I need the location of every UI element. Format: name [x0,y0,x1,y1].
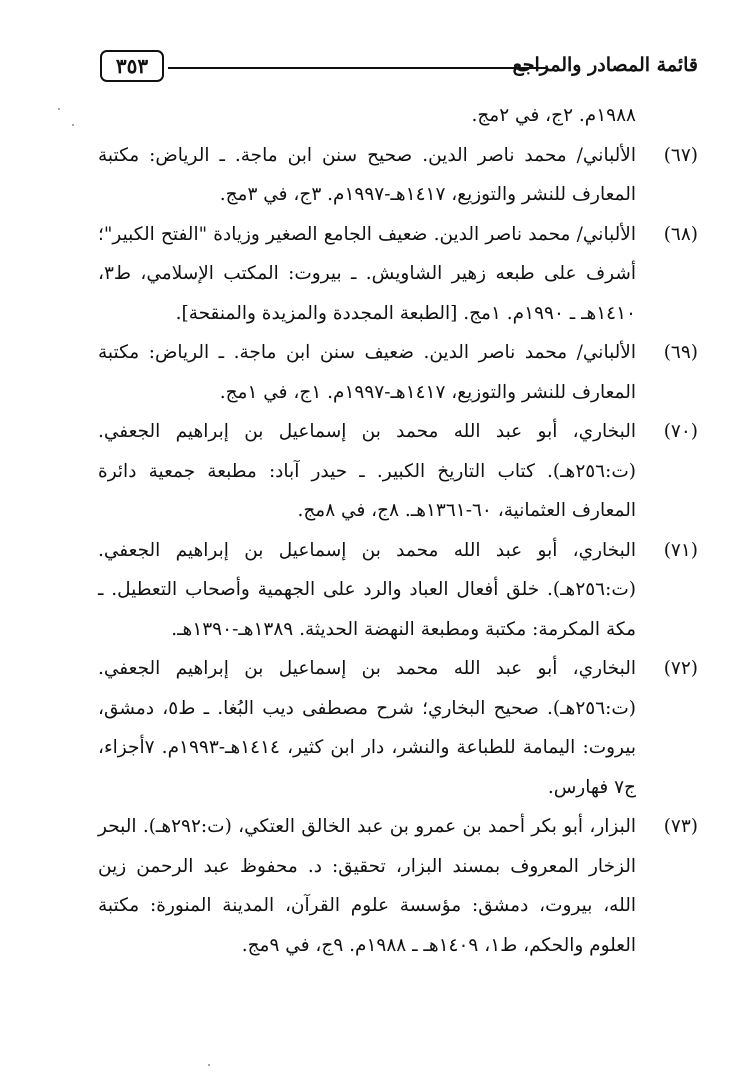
entry-number: (٦٧) [663,144,698,166]
entry-number: (٧١) [663,539,698,561]
scan-speck [72,124,74,126]
entry-text: الألباني/ محمد ناصر الدين. صحيح سنن ابن ماجة. ـ الرياض: مكتبة المعارف للنشر والتوزيع، ١٤١٧هـ-١٩٩٧م. ٣ج، في ٣مج. [98,144,636,205]
scan-speck [208,1064,210,1066]
entry-number: (٦٨) [663,223,698,245]
bibliography-entry [98,807,698,965]
running-header [100,50,698,88]
entry-continuation: ١٩٨٨م. ٢ج، في ٢مج. [471,105,636,126]
bibliography-entry [98,412,698,531]
entry-text: البخاري، أبو عبد الله محمد بن إسماعيل بن إبراهيم الجعفي. (ت:٢٥٦هـ). كتاب التاريخ الكبير. ـ حيدر آباد: مطبعة جمعية دائرة المعارف العثمانية، ٦٠-١٣٦١هـ. ٨ج، في ٨مج. [98,421,636,521]
entry-number: (٧٠) [663,421,698,442]
entry-number: (٦٩) [663,342,698,363]
entry-text: البخاري، أبو عبد الله محمد بن إسماعيل بن إبراهيم الجعفي. (ت:٢٥٦هـ). خلق أفعال العباد والرد على الجهمية وأصحاب التعطيل. ـ مكة المكرمة: مكتبة ومطبعة النهضة الحديثة. ١٣٨٩هـ-١٣٩٠هـ. [98,539,636,640]
page-number: ٣٥٣ [100,50,164,82]
entry-number: (٧٣) [663,816,698,837]
bibliography-entry [98,215,698,334]
bibliography-list [98,96,698,965]
entry-text: البخاري، أبو عبد الله محمد بن إسماعيل بن إبراهيم الجعفي. (ت:٢٥٦هـ). صحيح البخاري؛ شرح مصطفى ديب البُغا. ـ ط٥، دمشق، بيروت: اليمامة للطباعة والنشر، دار ابن كثير، ١٤١٤هـ-١٩٩٣م. ٧أجزاء، ج٧ فهارس. [98,658,637,798]
entry-text: الألباني/ محمد ناصر الدين. ضعيف سنن ابن ماجة. ـ الرياض: مكتبة المعارف للنشر والتوزيع، ١٤١٧هـ-١٩٩٧م. ١ج، في ١مج. [98,342,636,403]
bibliography-entry [98,333,698,412]
entry-number: (٧٢) [663,658,698,679]
bibliography-entry [98,531,698,650]
header-rule [168,67,548,69]
entry-text: الألباني/ محمد ناصر الدين. ضعيف الجامع الصغير وزيادة "الفتح الكبير"؛ أشرف على طبعه زهير الشاويش. ـ بيروت: المكتب الإسلامي، ط٣، ١٤١٠هـ ـ ١٩٩٠م. ١مج. [الطبعة المجددة والمزيدة والمنقحة]. [98,223,636,324]
scan-speck [58,108,60,110]
bibliography-entry [98,136,698,215]
bibliography-entry [98,649,698,807]
entry-text: البزار، أبو بكر أحمد بن عمرو بن عبد الخالق العتكي، (ت:٢٩٢هـ). البحر الزخار المعروف بمسند البزار، تحقيق: د. محفوظ عبد الرحمن زين الله، بيروت، دمشق: مؤسسة علوم القرآن، المدينة المنورة: مكتبة العلوم والحكم، ط١، ١٤٠٩هـ ـ ١٩٨٨م. ٩ج، في ٩مج. [98,816,636,956]
header-title: قائمة المصادر والمراجع [512,54,698,76]
